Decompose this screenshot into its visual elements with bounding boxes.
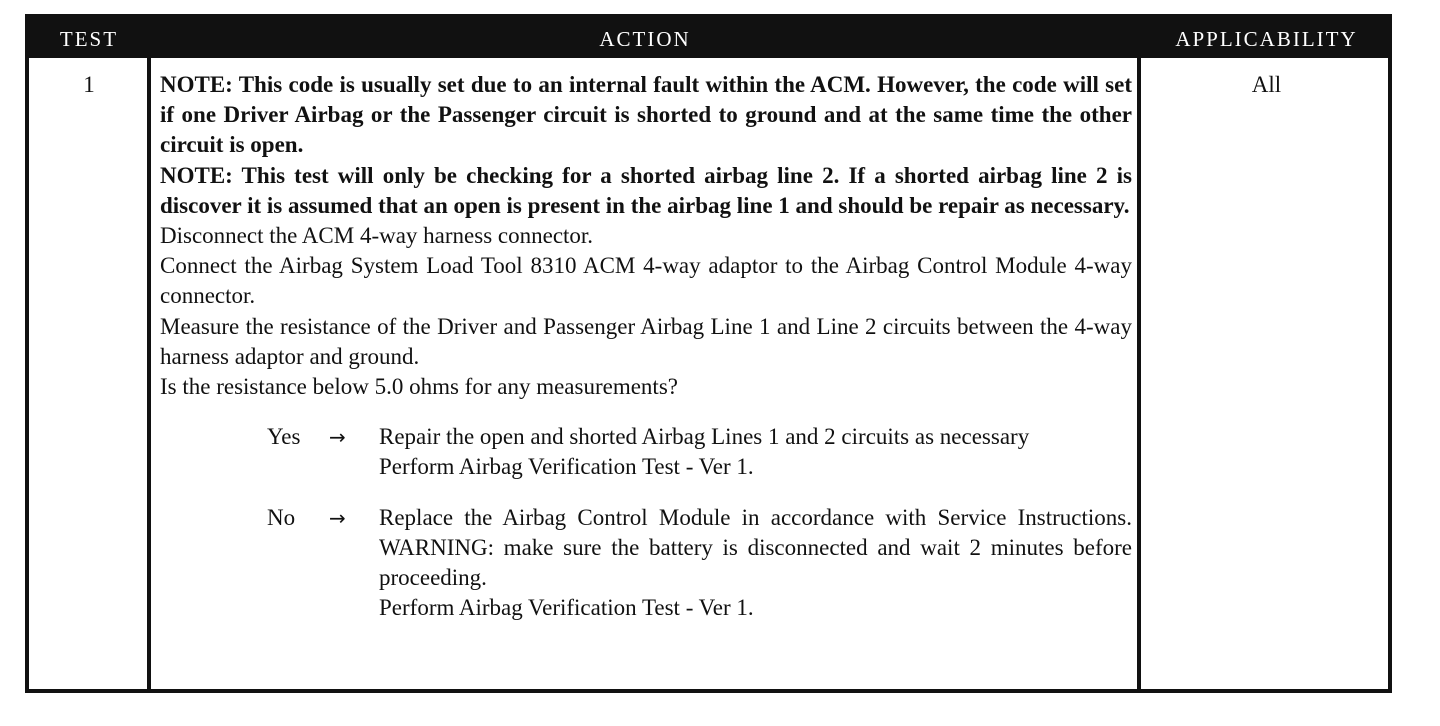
action-cell bbox=[160, 70, 1132, 623]
step-paragraph: Connect the Airbag System Load Tool 8310 ACM 4-way adaptor to the Airbag Control Module 4-way connector. bbox=[160, 253, 1132, 309]
branch-yes-body bbox=[379, 422, 1132, 482]
diagnostic-table bbox=[25, 14, 1392, 693]
applicability-value: All bbox=[1251, 72, 1282, 97]
step-paragraph: Measure the resistance of the Driver and Passenger Airbag Line 1 and Line 2 circuits between the 4-way harness adaptor and ground. bbox=[160, 313, 1132, 369]
table-header bbox=[29, 18, 1388, 58]
branch-yes-line: Perform Airbag Verification Test - Ver 1. bbox=[379, 454, 754, 480]
arrow-right-icon: → bbox=[329, 425, 346, 450]
step-paragraph: Disconnect the ACM 4-way harness connector. bbox=[160, 223, 594, 249]
branch-no-line: Perform Airbag Verification Test - Ver 1. bbox=[379, 595, 754, 621]
branch-no-line: Replace the Airbag Control Module in accordance with Service Instructions. WARNING: make sure the battery is disconnected and wait 2 minutes before proceeding. bbox=[379, 504, 1132, 591]
column-divider bbox=[1137, 58, 1141, 689]
test-number: 1 bbox=[83, 72, 95, 97]
header-test: TEST bbox=[59, 27, 119, 51]
branch-yes-label: Yes bbox=[267, 424, 301, 450]
branch-no-label: No bbox=[267, 504, 296, 530]
branch-no-body bbox=[379, 503, 1132, 624]
question-paragraph: Is the resistance below 5.0 ohms for any measurements? bbox=[160, 374, 678, 400]
note-paragraph: NOTE: This code is usually set due to an internal fault within the ACM. However, the code will set if one Driver Airbag or the Passenger circuit is shorted to ground and at the same time the other circuit is open. bbox=[160, 72, 1132, 158]
column-divider bbox=[147, 58, 151, 689]
header-action: ACTION bbox=[599, 27, 691, 51]
header-applicability: APPLICABILITY bbox=[1175, 27, 1358, 51]
note-paragraph: NOTE: This test will only be checking for a shorted airbag line 2. If a shorted airbag line 2 is discover it is assumed that an open is present in the airbag line 1 and should be repair as necessary. bbox=[160, 162, 1132, 218]
branch-yes-line: Repair the open and shorted Airbag Lines 1 and 2 circuits as necessary bbox=[379, 424, 1030, 450]
branch-yes bbox=[267, 422, 1132, 482]
branch-no bbox=[267, 503, 1132, 624]
arrow-right-icon: → bbox=[329, 505, 346, 530]
